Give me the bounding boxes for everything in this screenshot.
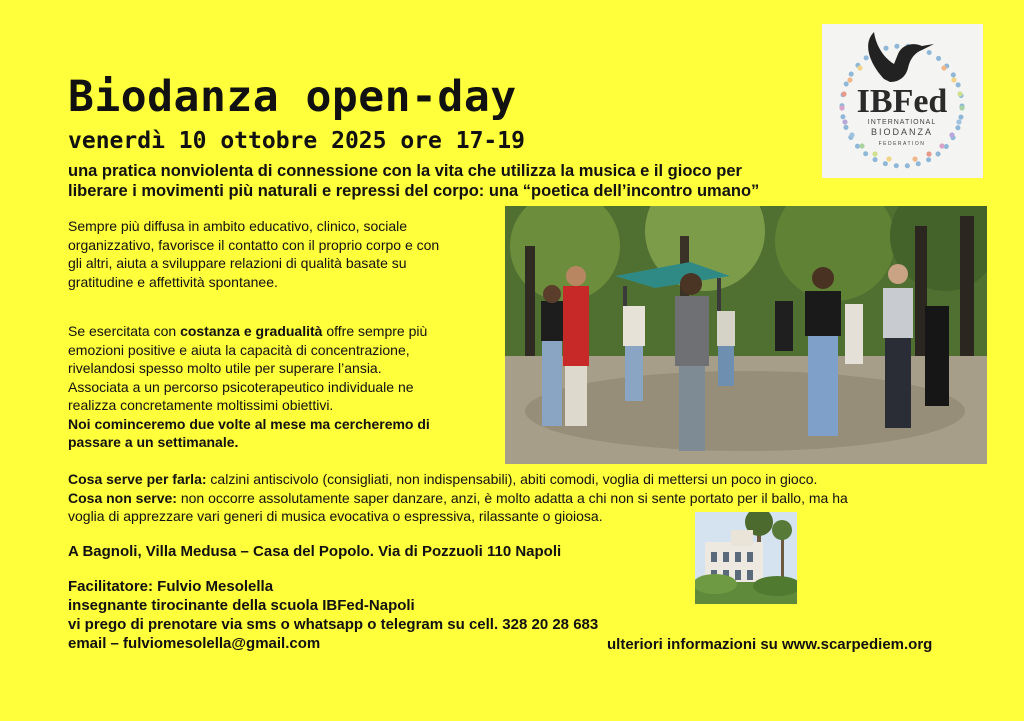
heron-bird-logo-icon <box>822 24 983 178</box>
booking-info: vi prego di prenotare via sms o whatsapp o telegram su cell. 328 20 28 683 <box>68 616 599 633</box>
paragraph-line: realizza concretamente moltissimi obiettivi. <box>68 397 334 413</box>
logo-text: FEDERATION <box>878 141 926 147</box>
paragraph-line: Associata a un percorso psicoterapeutico individuale ne <box>68 378 414 395</box>
text-run: Se esercitata con <box>68 323 181 339</box>
requirements-line: voglia di apprezzare vari generi di musica evocativa o espressiva, rilassante o gioiosa. <box>68 508 603 524</box>
requirements-text: calzini antiscivolo (consigliati, non indispensabili), abiti comodi, voglia di mettersi un poco in gioco. <box>206 471 818 487</box>
paragraph-line: Sempre più diffusa in ambito educativo, clinico, sociale <box>68 218 408 234</box>
emphasis-text: costanza e gradualità <box>180 323 323 339</box>
paragraph-line <box>68 322 498 341</box>
logo-mark: IBFed <box>856 83 948 120</box>
facilitator: Facilitatore: Fulvio Mesolella <box>68 578 274 595</box>
paragraph-line: gli altri, aiuta a sviluppare relazioni di qualità basate su <box>68 255 407 271</box>
logo-text: BIODANZA <box>870 127 934 137</box>
paragraph-line: passare a un settimanale. <box>68 434 239 450</box>
page-title: Biodanza open-day <box>68 72 517 122</box>
facilitator-role: insegnante tirocinante della scuola IBFed-Napoli <box>68 597 415 614</box>
requirements-line <box>68 470 968 489</box>
requirements-text: non occorre assolutamente saper danzare, anzi, è molto adatta a chi non si sente portato per il ballo, ma ha <box>176 489 848 506</box>
paragraph-line: gratitudine e affettività spontanee. <box>68 273 278 290</box>
paragraph-line: organizzativo, favorisce il contatto con il proprio corpo e con <box>68 236 440 253</box>
paragraph-line: emozioni positive e aiuta la capacità di concentrazione, <box>68 341 410 358</box>
more-info-link[interactable]: ulteriori informazioni su www.scarpediem.org <box>607 636 933 653</box>
requirements-line <box>68 489 968 508</box>
address: A Bagnoli, Villa Medusa – Casa del Popolo. Via di Pozzuoli 110 Napoli <box>68 543 562 560</box>
email-link[interactable]: email – fulviomesolella@gmail.com <box>68 635 321 652</box>
contact-info <box>68 577 598 653</box>
intro-text <box>68 161 868 201</box>
circle-dance-photo <box>505 206 987 464</box>
requirements-label: Cosa serve per farla: <box>68 471 207 487</box>
paragraph-description <box>68 217 498 291</box>
paragraph-benefits <box>68 322 498 452</box>
intro-line: una pratica nonviolenta di connessione con la vita che utilizza la musica e il gioco per <box>68 162 742 180</box>
ibfed-logo <box>822 24 983 178</box>
photo-illustration <box>505 206 987 464</box>
villa-illustration <box>695 512 797 604</box>
paragraph-line: Noi cominceremo due volte al mese ma cercheremo di <box>68 415 430 432</box>
requirements <box>68 470 968 526</box>
event-date: venerdì 10 ottobre 2025 ore 17-19 <box>68 128 525 154</box>
intro-line: liberare i movimenti più naturali e repressi del corpo: una “poetica dell’incontro umano” <box>68 182 760 200</box>
requirements-label: Cosa non serve: <box>68 489 177 506</box>
paragraph-line: rivelandosi spesso molto utile per superare l’ansia. <box>68 360 382 376</box>
text-run: offre sempre più <box>322 323 428 339</box>
logo-text: INTERNATIONAL <box>867 119 937 126</box>
villa-medusa-photo <box>695 512 797 604</box>
